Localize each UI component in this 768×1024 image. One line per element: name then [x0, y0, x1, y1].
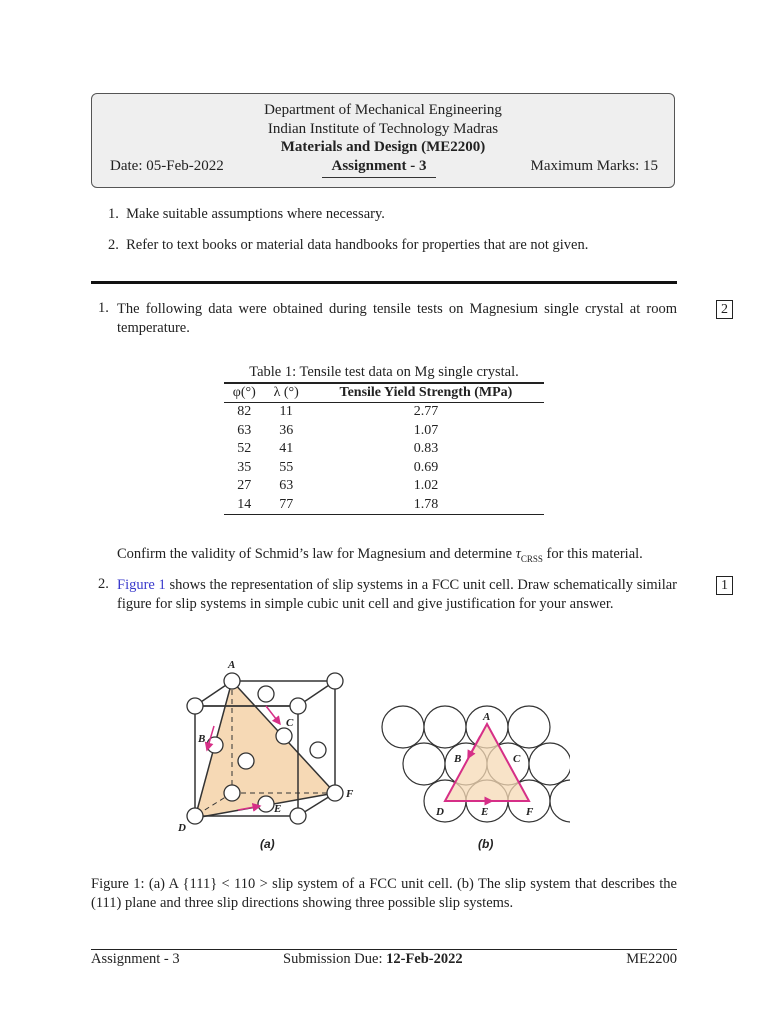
cell-phi: 27: [237, 478, 252, 493]
tau-symbol: τ: [515, 546, 521, 562]
maximum-marks: Maximum Marks: 15: [530, 158, 658, 174]
label-e: E: [274, 803, 282, 815]
cell-phi: 35: [237, 459, 252, 475]
department-name: Department of Mechanical Engineering: [264, 102, 502, 118]
note-number: 2.: [108, 237, 119, 253]
cell-lambda: 41: [279, 441, 294, 456]
cell-lambda: 63: [279, 478, 294, 493]
cell-lambda: 11: [279, 404, 293, 419]
q2-text: [117, 576, 677, 614]
label-b: B: [454, 753, 462, 765]
q2-number: 2.: [98, 576, 109, 592]
footer-due: [283, 951, 463, 968]
cell-lambda: 77: [265, 496, 308, 515]
cell-strength: 2.77: [413, 404, 439, 419]
tau-subscript: CRSS: [520, 553, 543, 564]
due-date: 12-Feb-2022: [386, 951, 463, 967]
section-divider: [91, 281, 677, 284]
footer-divider: [91, 949, 677, 950]
label-d: D: [178, 822, 186, 834]
cell-strength: 1.07: [413, 422, 439, 438]
label-a: A: [483, 711, 491, 723]
footer-course-code: ME2200: [626, 951, 677, 967]
fcc-unit-cell-diagram: [177, 659, 354, 851]
label-b: B: [198, 733, 206, 745]
table-row: [224, 440, 544, 459]
table-row: [224, 496, 544, 515]
q2-body: shows the representation of slip systems in a FCC unit cell. Draw schematically similar figure for slip systems in simple cubic unit cell and give justification for your answer.: [117, 577, 678, 612]
column-header-phi: φ(°): [224, 383, 265, 403]
label-e: E: [481, 806, 489, 818]
label-f: F: [346, 788, 354, 800]
footer-assignment: Assignment - 3: [91, 951, 180, 967]
q2-marks-box: 1: [716, 576, 733, 595]
table-row: [224, 459, 544, 478]
table-row: [224, 403, 544, 422]
q1-followup: [117, 545, 687, 569]
cell-phi: 52: [237, 441, 252, 456]
note-text: Refer to text books or material data handbooks for properties that are not given.: [126, 237, 589, 253]
label-a: A: [228, 659, 236, 671]
institute-name: Indian Institute of Technology Madras: [267, 121, 499, 137]
cell-strength: 1.02: [413, 478, 439, 493]
close-packed-plane-diagram: [382, 706, 570, 851]
note-text: Make suitable assumptions where necessary.: [126, 206, 385, 222]
table-caption: Table 1: Tensile test data on Mg single crystal.: [249, 364, 519, 380]
q1-marks-box: 2: [716, 300, 733, 319]
column-header-strength: Tensile Yield Strength (MPa): [308, 383, 544, 403]
assignment-date: Date: 05-Feb-2022: [110, 158, 224, 174]
cell-strength: 0.83: [413, 441, 439, 456]
cell-lambda: 36: [279, 422, 294, 438]
header-box: [91, 93, 675, 188]
tensile-data-table: [224, 382, 544, 515]
figure-link[interactable]: Figure 1: [117, 577, 166, 593]
cell-lambda: 55: [279, 459, 294, 475]
subfigure-a-label: (a): [260, 837, 275, 851]
cell-strength: 0.69: [413, 459, 439, 475]
followup-text: Confirm the validity of Schmid’s law for Magnesium and determine: [117, 546, 516, 562]
note-item: [108, 206, 385, 223]
q1-text: The following data were obtained during tensile tests on Magnesium single crystal at room temperature.: [117, 301, 677, 336]
table-row: [224, 422, 544, 441]
subfigure-b-label: (b): [478, 837, 494, 851]
followup-text-end: for this material.: [542, 546, 643, 562]
cell-phi: 82: [237, 404, 252, 419]
column-header-lambda: λ (°): [265, 383, 308, 403]
slip-system-figure: [170, 648, 570, 862]
cell-strength: 1.78: [308, 496, 544, 515]
note-item: [108, 237, 588, 254]
cell-phi: 14: [224, 496, 265, 515]
figure-svg: [170, 648, 570, 858]
cell-phi: 63: [237, 422, 252, 438]
assignment-title: Assignment - 3: [322, 158, 436, 178]
course-title: Materials and Design (ME2200): [280, 139, 486, 155]
figure-caption: Figure 1: (a) A {111} < 110 > slip system of a FCC unit cell. (b) The slip system that describes the (111) plane and three slip directions showing three possible slip systems.: [91, 876, 677, 911]
label-f: F: [526, 806, 534, 818]
q1-number: 1.: [98, 300, 109, 316]
due-label: Submission Due:: [283, 951, 387, 967]
label-d: D: [436, 806, 444, 818]
note-number: 1.: [108, 206, 119, 222]
label-c: C: [286, 717, 294, 729]
label-c: C: [513, 753, 521, 765]
table-row: [224, 477, 544, 496]
